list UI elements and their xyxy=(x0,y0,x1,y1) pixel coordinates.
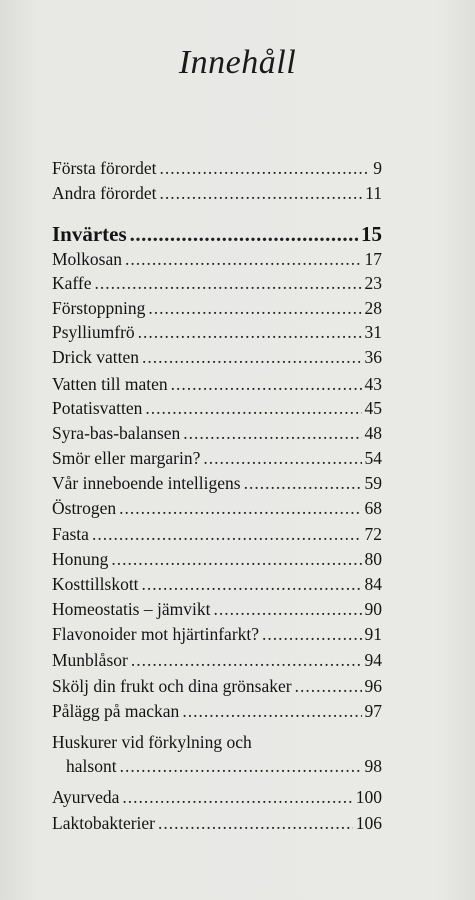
toc-entry-label: Molkosan xyxy=(52,249,122,269)
toc-entry xyxy=(52,786,382,808)
toc-entry xyxy=(66,755,382,777)
toc-entry-label: Vatten till maten xyxy=(52,374,168,394)
toc-entry xyxy=(52,649,382,671)
toc-entry-page: 43 xyxy=(364,374,382,394)
dot-leader xyxy=(182,700,361,722)
toc-entry-page: 23 xyxy=(364,273,382,293)
toc-entry-page: 36 xyxy=(364,347,382,367)
dot-leader xyxy=(158,812,353,834)
toc-entry-page: 17 xyxy=(364,249,382,269)
toc-entry-label: Östrogen xyxy=(52,498,117,518)
toc-entry-label: Skölj din frukt och dina grönsaker xyxy=(52,676,292,696)
toc-entry-page: 91 xyxy=(364,624,382,644)
toc-entry-page: 100 xyxy=(355,787,382,807)
toc-entry-label: Andra förordet xyxy=(52,183,157,203)
dot-leader xyxy=(159,182,362,204)
toc-entry-label: Kosttillskott xyxy=(52,574,139,594)
toc-entry-label: Homeostatis – jämvikt xyxy=(52,599,211,619)
dot-leader xyxy=(145,397,361,419)
toc-entry-label-continued: halsont xyxy=(66,756,117,776)
toc-entry-page: 59 xyxy=(364,473,382,493)
toc-entry-page: 98 xyxy=(364,756,382,776)
dot-leader xyxy=(142,346,362,368)
toc-entry xyxy=(52,397,382,419)
toc-entry-label: Förstoppning xyxy=(52,298,146,318)
toc-entry xyxy=(52,472,382,494)
toc-entry-label: Huskurer vid förkylning och xyxy=(52,732,252,752)
toc-entry-label: Syra-bas-balansen xyxy=(52,423,181,443)
toc-entry-page: 45 xyxy=(364,398,382,418)
toc-entry xyxy=(52,675,382,697)
toc-entry xyxy=(52,422,382,444)
toc-entry xyxy=(52,497,382,519)
dot-leader xyxy=(148,297,361,319)
toc-entry-page: 84 xyxy=(364,574,382,594)
toc-entry-label: Vår inneboende intelligens xyxy=(52,473,241,493)
dot-leader xyxy=(95,272,362,294)
dot-leader xyxy=(203,447,361,469)
dot-leader xyxy=(111,548,361,570)
toc-entry xyxy=(52,523,382,545)
dot-leader xyxy=(142,573,362,595)
page-title: Innehåll xyxy=(178,44,297,81)
toc-entry xyxy=(52,157,382,179)
dot-leader xyxy=(130,221,358,247)
dot-leader xyxy=(295,675,362,697)
toc-entry-page: 28 xyxy=(364,298,382,318)
toc-entry xyxy=(52,182,382,204)
dot-leader xyxy=(131,649,362,671)
toc-entry-page: 31 xyxy=(364,322,382,342)
dot-leader xyxy=(244,472,362,494)
toc-entry xyxy=(52,272,382,294)
dot-leader xyxy=(122,786,352,808)
toc-entry-label: Drick vatten xyxy=(52,347,139,367)
toc-entry-label: Potatisvatten xyxy=(52,398,143,418)
dot-leader xyxy=(213,598,361,620)
toc-entry-label: Laktobakterier xyxy=(52,813,156,833)
toc-entry-page: 48 xyxy=(364,423,382,443)
toc-entry-label: Psylliumfrö xyxy=(52,322,135,342)
toc-entry xyxy=(52,297,382,319)
toc-entry-page: 54 xyxy=(364,448,382,468)
toc-entry-page: 68 xyxy=(364,498,382,518)
toc-entry-label: Ayurveda xyxy=(52,787,120,807)
toc-entry-page: 80 xyxy=(364,549,382,569)
toc-section-heading xyxy=(52,221,382,247)
dot-leader xyxy=(92,523,362,545)
dot-leader xyxy=(160,157,371,179)
toc-entry xyxy=(52,447,382,469)
toc-entry-page: 96 xyxy=(364,676,382,696)
toc-entry-page: 15 xyxy=(361,222,382,246)
toc-entry xyxy=(52,548,382,570)
dot-leader xyxy=(120,755,362,777)
toc-entry xyxy=(52,321,382,343)
toc-entry-page: 72 xyxy=(364,524,382,544)
toc-entry xyxy=(52,812,382,834)
toc-entry-label: Fasta xyxy=(52,524,89,544)
dot-leader xyxy=(171,373,362,395)
toc-entry-page: 106 xyxy=(355,813,382,833)
dot-leader xyxy=(125,248,362,270)
toc-entry-page: 90 xyxy=(364,599,382,619)
toc-entry-page: 9 xyxy=(373,158,382,178)
toc-entry xyxy=(52,573,382,595)
toc-entry-page: 97 xyxy=(364,701,382,721)
toc-entry-page: 94 xyxy=(364,650,382,670)
toc-entry-label: Första förordet xyxy=(52,158,157,178)
toc-entry-label: Honung xyxy=(52,549,109,569)
toc-entry-label: Invärtes xyxy=(52,222,127,246)
toc-entry xyxy=(52,700,382,722)
dot-leader xyxy=(138,321,362,343)
toc-entry-label: Kaffe xyxy=(52,273,92,293)
toc-entry xyxy=(52,373,382,395)
toc-entry-label: Smör eller margarin? xyxy=(52,448,201,468)
dot-leader xyxy=(119,497,361,519)
dot-leader xyxy=(262,623,361,645)
toc-entry-label: Pålägg på mackan xyxy=(52,701,180,721)
toc-entry xyxy=(52,598,382,620)
toc-entry xyxy=(52,623,382,645)
toc-entry-label: Munblåsor xyxy=(52,650,128,670)
toc-entry-page: 11 xyxy=(365,183,382,203)
toc-entry xyxy=(52,248,382,270)
toc-entry-label: Flavonoider mot hjärtinfarkt? xyxy=(52,624,260,644)
toc-entry xyxy=(52,346,382,368)
dot-leader xyxy=(183,422,361,444)
